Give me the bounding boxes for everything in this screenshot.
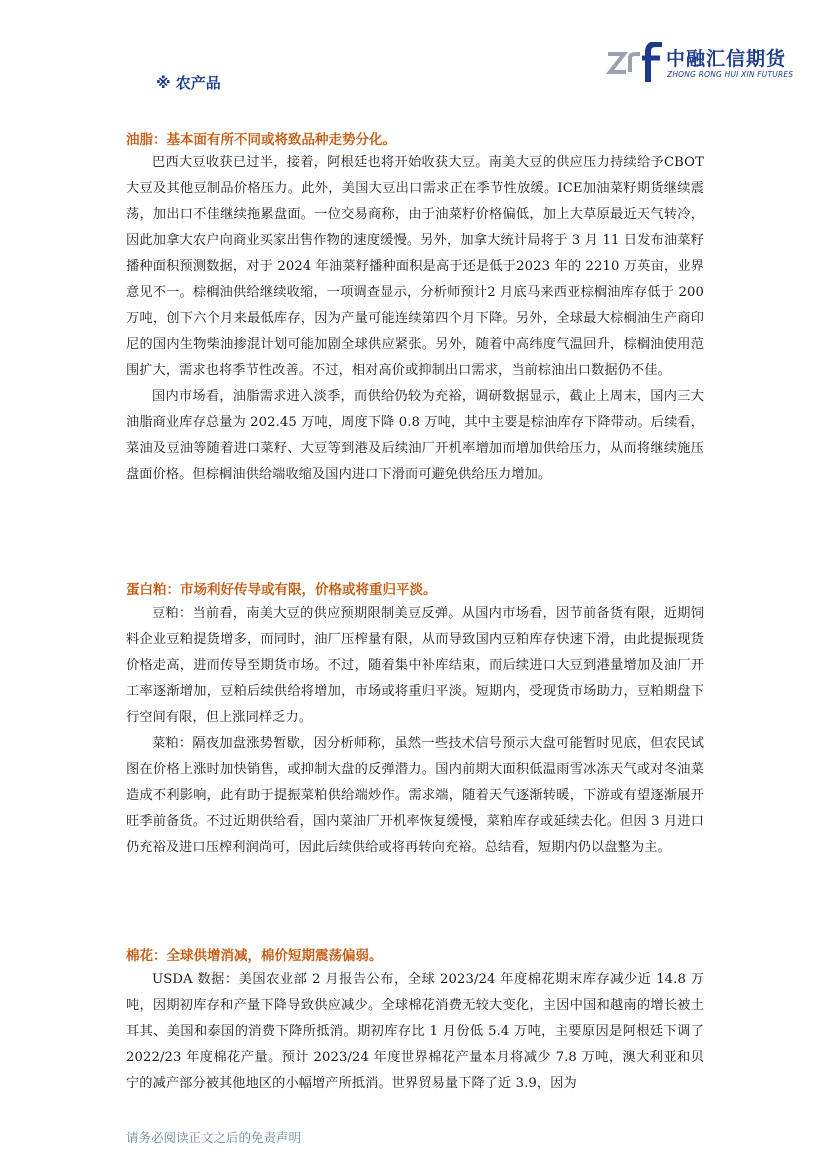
company-logo [606,42,796,84]
section-cotton-body [126,967,704,1097]
section-oils-body [126,150,704,488]
paragraph: 菜粕：隔夜加盘涨势暂歇，因分析师称，虽然一些技术信号预示大盘可能暂时见底，但农民试图在价格上涨时加快销售，或抑制大盘的反弹潜力。国内前期大面积低温雨雪冰冻天气或对冬油菜造成不利影响，此有助于提振菜粕供给端炒作。需求端，随着天气逐渐转暖，下游或有望逐渐展开旺季前备货。不过近期供给看，国内菜油厂开机率恢复缓慢，菜粕库存或延续去化。但因 3 月进口仍充裕及进口压榨利润尚可，因此后续供给或将再转向充裕。总结看，短期内仍以盘整为主。 [126,736,704,855]
logo-mark-icon [606,42,664,82]
logo-name-en: ZHONG RONG HUI XIN FUTURES [667,70,794,79]
disclaimer-footer: 请务必阅读正文之后的免责声明 [126,1130,302,1145]
section-protein-meal-body [126,601,704,861]
paragraph: USDA 数据：美国农业部 2 月报告公布，全球 2023/24 年度棉花期末库存减少近 14.8 万吨，因期初库存和产量下降导致供应减少。全球棉花消费无较大变化，主因中国和越南的增长被土耳其、美国和泰国的消费下降所抵消。期初库存比 1 月份低 5.4 万吨，主要原因是阿根廷下调了 2022/23 年度棉花产量。预计 2023/24 年度世界棉花产量本月将减少 7.8 万吨，澳大利亚和贝宁的减产部分被其他地区的小幅增产所抵消。世界贸易量下降了近 3.9，因为 [126,972,704,1091]
paragraph: 豆粕：当前看，南美大豆的供应预期限制美豆反弹。从国内市场看，因节前备货有限，近期饲料企业豆粕提货增多，而同时，油厂压榨量有限，从而导致国内豆粕库存快速下滑，由此提振现货价格走高，进而传导至期货市场。不过，随着集中补库结束，而后续进口大豆到港量增加及油厂开工率逐渐增加，豆粕后续供给将增加，市场或将重归平淡。短期内，受现货市场助力，豆粕期盘下行空间有限，但上涨同样乏力。 [126,606,704,725]
heading-protein-meal: 蛋白粕：市场利好传导或有限，价格或将重归平淡。 [126,582,437,598]
heading-oils: 油脂：基本面有所不同或将致品种走势分化。 [126,132,396,148]
paragraph: 巴西大豆收获已过半，接着，阿根廷也将开始收获大豆。南美大豆的供应压力持续给予CBOT大豆及其他豆制品价格压力。此外，美国大豆出口需求正在季节性放缓。ICE加油菜籽期货继续震荡，加出口不佳继续拖累盘面。一位交易商称，由于油菜籽价格偏低，加上大草原最近天气转冷，因此加拿大农户向商业买家出售作物的速度缓慢。另外，加拿大统计局将于 3 月 11 日发布油菜籽播种面积预测数据，对于 2024 年油菜籽播种面积是高于还是低于2023 年的 2210 万英亩，业界意见不一。棕榈油供给继续收缩，一项调查显示，分析师预计2 月底马来西亚棕榈油库存低于 200 万吨，创下六个月来最低库存，因为产量可能连续第四个月下降。另外，全球最大棕榈油生产商印尼的国内生物柴油掺混计划可能加剧全球供应紧张。另外，随着中高纬度气温回升，棕榈油使用范围扩大，需求也将季节性改善。不过，相对高价或抑制出口需求，当前棕油出口数据仍不佳。 [126,155,704,378]
section-title: ※ 农产品 [156,74,221,92]
logo-name-cn: 中融汇信期货 [666,48,787,70]
heading-cotton: 棉花：全球供增消减，棉价短期震荡偏弱。 [126,948,383,964]
paragraph: 国内市场看，油脂需求进入淡季，而供给仍较为充裕，调研数据显示，截止上周末，国内三大油脂商业库存总量为 202.45 万吨，周度下降 0.8 万吨，其中主要是棕油库存下降带动。后续看，菜油及豆油等随着进口菜籽、大豆等到港及后续油厂开机率增加而增加供给压力，从而将继续施压盘面价格。但棕榈油供给端收缩及国内进口下滑而可避免供给压力增加。 [126,389,704,482]
